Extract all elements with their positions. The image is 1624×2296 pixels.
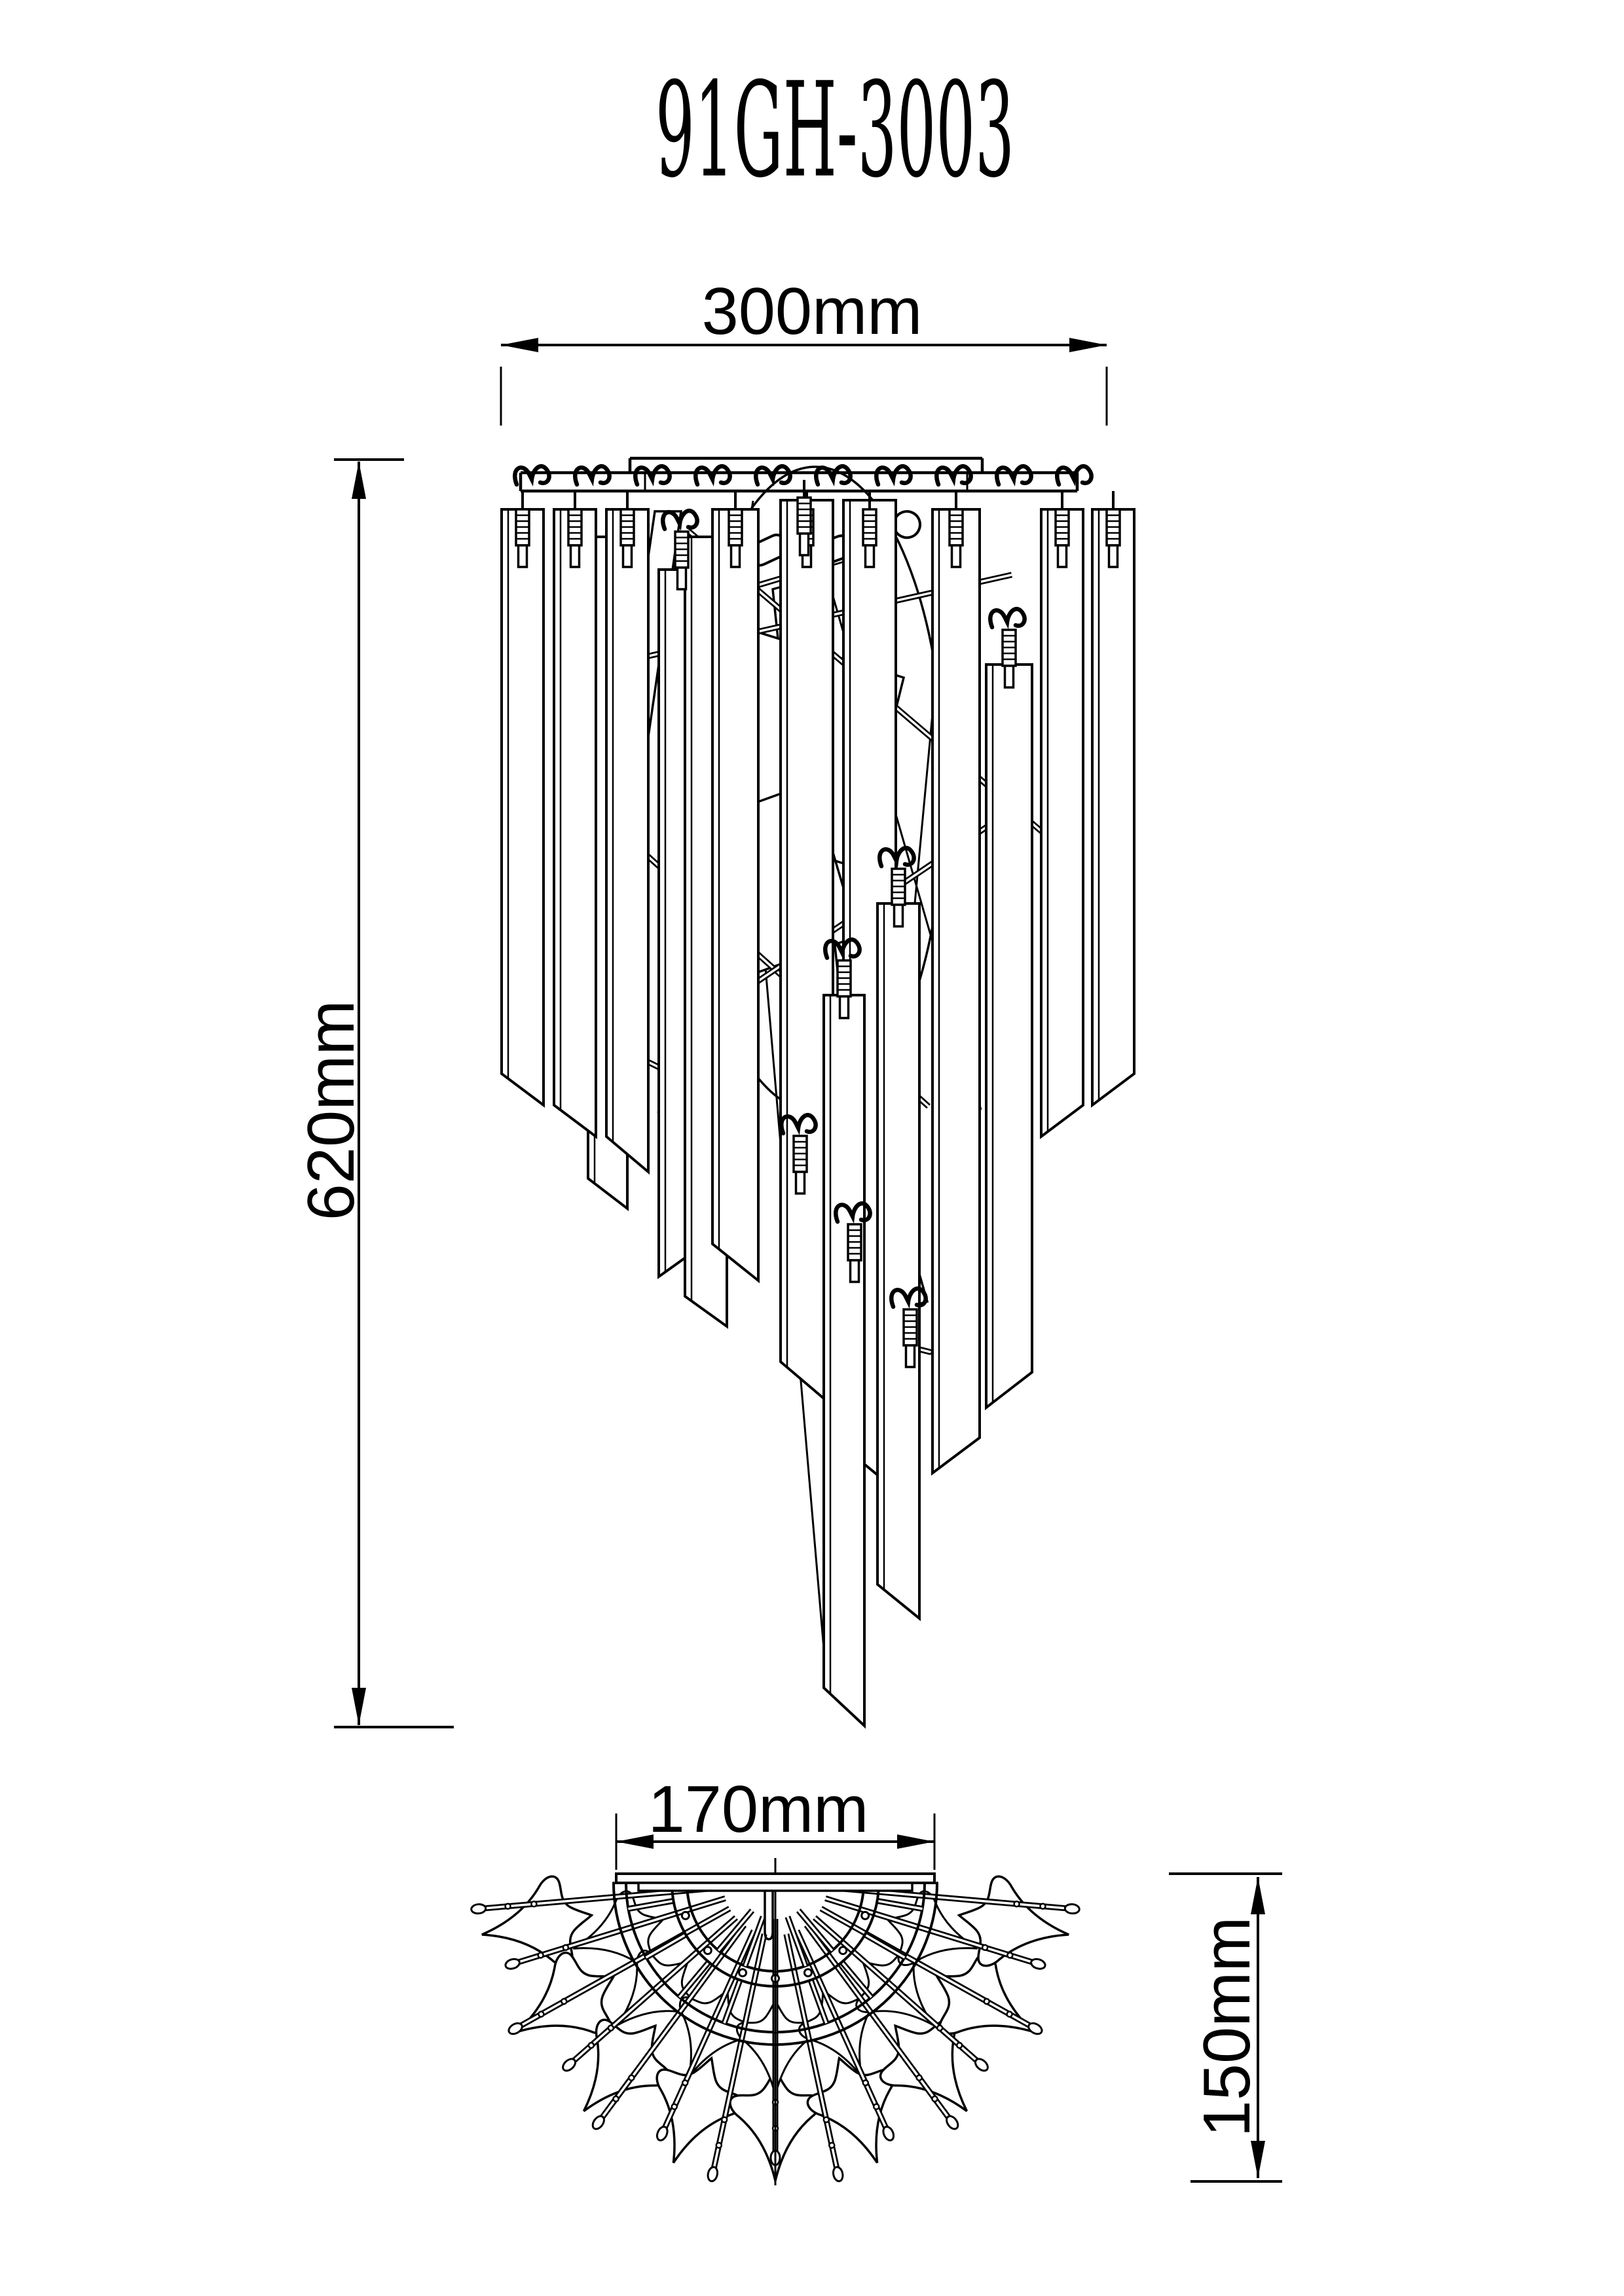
dim-bottom-plate-width-label: 170mm — [648, 1773, 869, 1846]
front-view-glass-strips — [502, 500, 1134, 1726]
bottom-view — [471, 1858, 1080, 2185]
drawing-title: 91GH-3003 — [655, 54, 1014, 207]
dim-bottom-height-label: 150mm — [1190, 1916, 1264, 2138]
dim-front-height-label: 620mm — [295, 1000, 368, 1221]
dim-front-width-label: 300mm — [701, 275, 923, 348]
